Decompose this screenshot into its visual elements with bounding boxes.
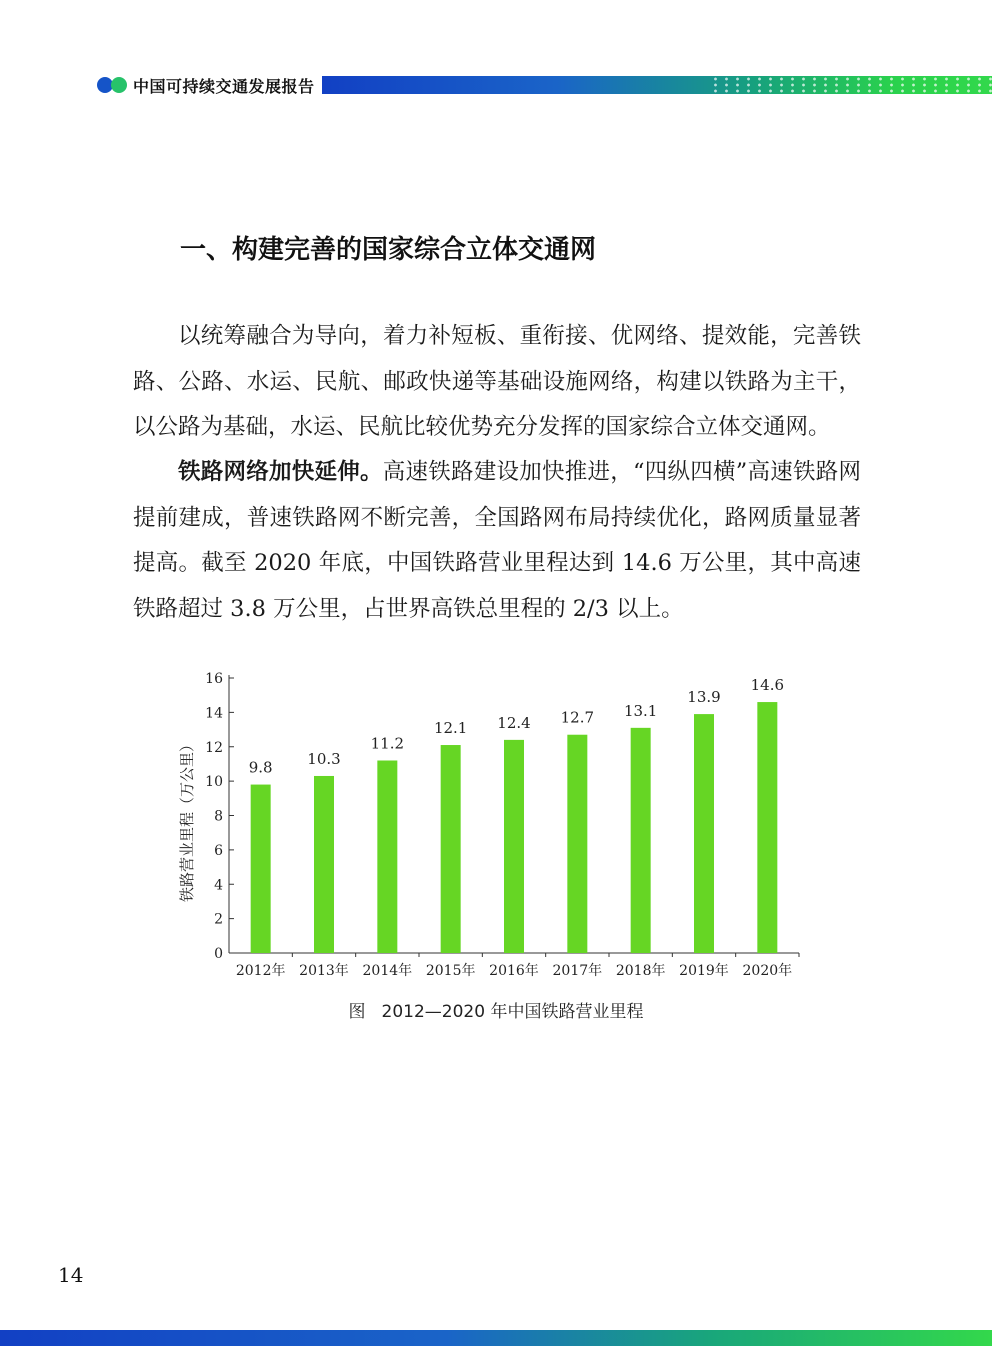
x-tick-label: 2012年 [235,963,286,979]
x-tick-label: 2017年 [552,963,603,979]
y-tick-label: 2 [214,911,223,928]
bar-value-label: 12.1 [433,719,468,738]
y-tick-label: 8 [214,808,223,825]
y-tick-label: 14 [205,705,223,722]
x-tick-label: 2018年 [615,963,666,979]
paragraph-intro: 以统筹融合为导向，着力补短板、重衔接、优网络、提效能，完善铁路、公路、水运、民航、邮政快递等基础设施网络，构建以铁路为主干，以公路为基础，水运、民航比较优势充分发挥的国家综合立体交通网。 [133,323,861,440]
bar-value-label: 11.2 [370,734,405,753]
railway-mileage-chart [170,660,820,990]
paragraph-railway [133,450,861,632]
logo-green-dot [111,77,127,93]
bar [441,745,461,953]
bar-value-label: 12.7 [560,708,595,727]
x-tick-label: 2020年 [742,963,793,979]
footer-gradient-bar [0,1330,992,1346]
y-tick-label: 4 [214,877,223,894]
page-number: 14 [58,1263,84,1287]
bar [251,785,271,953]
bar-value-label: 14.6 [750,676,785,695]
paragraph-lead: 铁路网络加快延伸。 [178,459,383,485]
bar-value-label: 12.4 [497,713,531,732]
bar-value-label: 10.3 [307,749,341,768]
y-tick-label: 0 [214,946,223,962]
bar [631,728,651,953]
x-tick-label: 2015年 [425,963,476,979]
bar-value-label: 9.8 [248,758,273,777]
report-title: 中国可持续交通发展报告 [133,77,315,96]
x-tick-label: 2016年 [489,963,539,979]
bar-value-label: 13.9 [687,688,721,707]
y-tick-label: 10 [205,774,223,791]
y-axis-label: 铁路营业里程（万公里） [178,736,196,903]
header-dot-pattern [710,76,992,94]
x-tick-label: 2013年 [299,963,349,979]
chart-caption [0,997,992,1022]
paragraph-body: 高速铁路建设加快推进，“四纵四横”高速铁路网提前建成，普速铁路网不断完善，全国路网布局持续优化，路网质量显著提高。截至 2020 年底，中国铁路营业里程达到 14.6 万公里，其中高速铁路超过 3.8 万公里，占世界高铁总里程的 2/3 以上。 [133,459,861,622]
x-tick-label: 2019年 [679,963,729,979]
bar-value-label: 13.1 [623,701,658,720]
x-tick-label: 2014年 [362,963,413,979]
bar [314,776,334,953]
bar [567,735,587,953]
section-title: 一、构建完善的国家综合立体交通网 [180,235,597,265]
page-header [0,0,992,100]
y-tick-label: 6 [214,842,223,859]
caption-text: 2012—2020 年中国铁路营业里程 [381,1002,644,1022]
y-tick-label: 12 [205,739,223,756]
caption-prefix: 图 [348,1002,366,1022]
y-tick-label: 16 [205,671,223,687]
bar [377,761,397,954]
bar [694,714,714,953]
bar [504,740,524,953]
bar [757,702,777,953]
